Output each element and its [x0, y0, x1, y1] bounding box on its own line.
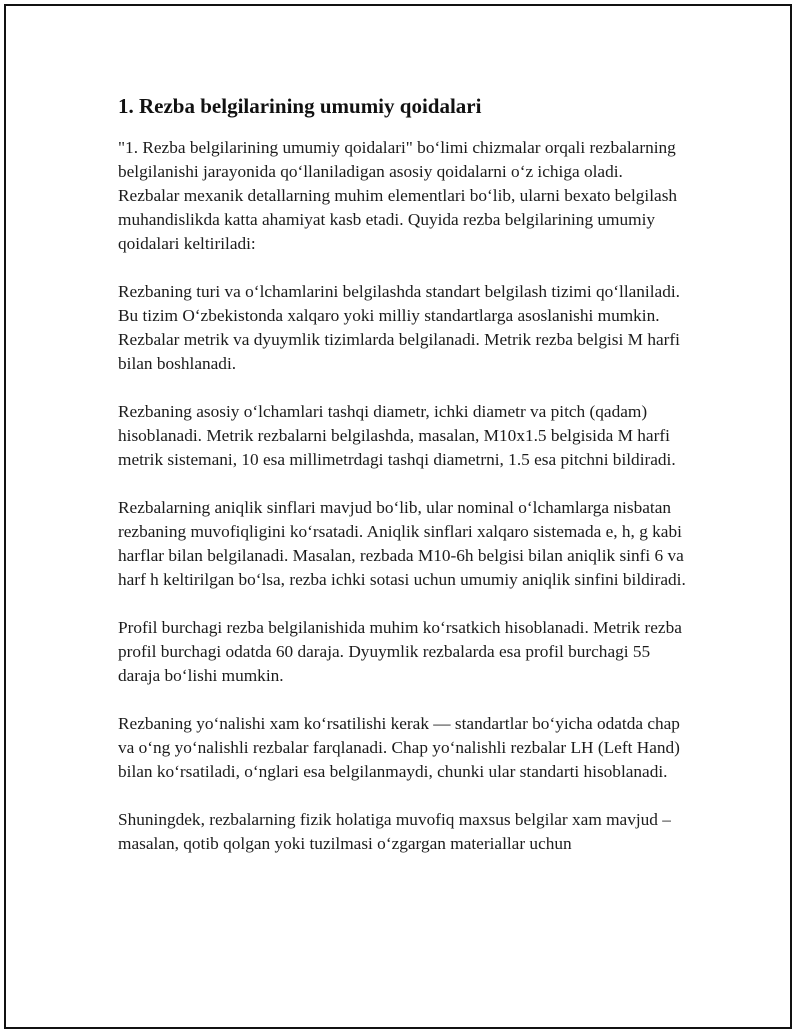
document-body	[118, 92, 688, 880]
paragraph-profile-angle: Profil burchagi rezba belgilanishida muhim ko‘rsatkich hisoblanadi. Metrik rezba profil burchagi odatda 60 daraja. Dyuymlik rezbalarda esa profil burchagi 55 daraja bo‘lishi mumkin.	[118, 618, 682, 685]
paragraph-direction: Rezbaning yo‘nalishi xam ko‘rsatilishi kerak — standartlar bo‘yicha odatda chap va o‘ng yo‘nalishli rezbalar farqlanadi. Chap yo‘nalishli rezbalar LH (Left Hand) bilan ko‘rsatiladi, o‘nglari esa belgilanmaydi, chunki ular standarti hisoblanadi.	[118, 714, 680, 781]
paragraph-intro: "1. Rezba belgilarining umumiy qoidalari" bo‘limi chizmalar orqali rezbalarning belgilanishi jarayonida qo‘llaniladigan asosiy qoidalarni o‘z ichiga oladi. Rezbalar mexanik detallarning muhim elementlari bo‘lib, ularni bexato belgilash muhandislikda katta ahamiyat kasb etadi. Quyida rezba belgilarining umumiy qoidalari keltiriladi:	[118, 138, 678, 253]
paragraph-thread-type: Rezbaning turi va o‘lchamlarini belgilashda standart belgilash tizimi qo‘llaniladi. Bu tizim O‘zbekistonda xalqaro yoki milliy standartlarga asoslanishi mumkin. Rezbalar metrik va dyuymlik tizimlarda belgilanadi. Metrik rezba belgisi M harfi bilan boshlanadi.	[118, 282, 680, 373]
paragraph-accuracy-classes: Rezbalarning aniqlik sinflari mavjud bo‘lib, ular nominal o‘lchamlarga nisbatan rezbaning muvofiqligini ko‘rsatadi. Aniqlik sinflari xalqaro sistemada e, h, g kabi harflar bilan belgilanadi. Masalan, rezbada M10-6h belgisi bilan aniqlik sinfi 6 va harf h keltirilgan bo‘lsa, rezba ichki sotasi uchun umumiy aniqlik sinfini bildiradi.	[118, 498, 686, 589]
paragraph-dimensions: Rezbaning asosiy o‘lchamlari tashqi diametr, ichki diametr va pitch (qadam) hisoblanadi. Metrik rezbalarni belgilashda, masalan, M10x1.5 belgisida M harfi metrik sistemani, 10 esa millimetrdagi tashqi diametrni, 1.5 esa pitchni bildiradi.	[118, 402, 676, 469]
section-heading: 1. Rezba belgilarining umumiy qoidalari	[118, 94, 482, 118]
paragraph-special-marks: Shuningdek, rezbalarning fizik holatiga muvofiq maxsus belgilar xam mavjud – masalan, qotib qolgan yoki tuzilmasi o‘zgargan materiallar uchun	[118, 810, 671, 853]
